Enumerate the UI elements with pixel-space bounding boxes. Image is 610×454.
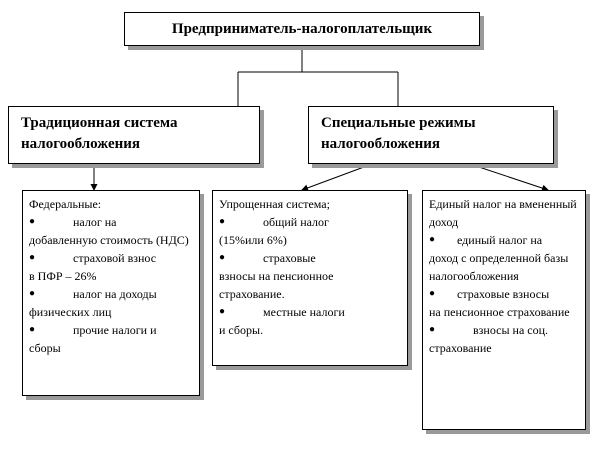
bullet-icon: ●: [29, 288, 36, 299]
arrow-to-imputed: [470, 164, 548, 190]
list-item-continuation: на пенсионное страхование: [429, 305, 570, 319]
bullet-icon: ●: [429, 324, 436, 335]
list-item-text: страховые взносы: [457, 287, 550, 301]
list-item-continuation: сборы: [29, 341, 61, 355]
list-item-continuation: и сборы.: [219, 323, 264, 337]
list-item: [219, 303, 401, 339]
list-item: [29, 285, 193, 321]
list-item-text: взносы на соц.: [473, 323, 549, 337]
list-item: [29, 249, 193, 285]
list-item-continuation: физических лиц: [29, 305, 112, 319]
bullet-icon: ●: [29, 324, 36, 335]
list-item: [429, 285, 579, 321]
bullet-icon: ●: [429, 288, 436, 299]
imputed-header: Единый налог на вмененный доход: [429, 197, 577, 229]
simplified-header: Упрощенная система;: [219, 197, 330, 211]
list-item: [29, 321, 193, 357]
bullet-icon: ●: [219, 252, 226, 263]
list-item-continuation: в ПФР – 26%: [29, 269, 97, 283]
list-item: [219, 213, 401, 249]
bullet-icon: ●: [29, 252, 36, 263]
special-title-line1: Специальные режимы: [321, 115, 476, 131]
special-regimes-box: [308, 106, 554, 164]
special-title-line2: налогообложения: [321, 136, 441, 152]
list-item-continuation: страхование: [429, 341, 492, 355]
list-item: [29, 213, 193, 249]
list-item: [429, 321, 579, 357]
list-item-text: страховые: [263, 251, 316, 265]
traditional-title-line1: Традиционная система: [21, 115, 178, 131]
traditional-system-box: [8, 106, 260, 164]
bullet-icon: ●: [219, 216, 226, 227]
bullet-icon: ●: [429, 234, 436, 245]
federal-taxes-box: [22, 190, 200, 396]
list-item-continuation: взносы на пенсионное страхование.: [219, 269, 334, 301]
list-item-text: налог на: [73, 215, 117, 229]
list-item-text: общий налог: [263, 215, 329, 229]
list-item-text: местные налоги: [263, 305, 345, 319]
list-item: [219, 249, 401, 303]
list-item-continuation: добавленную стоимость (НДС): [29, 233, 189, 247]
arrow-to-simplified: [302, 164, 372, 190]
bullet-icon: ●: [29, 216, 36, 227]
imputed-income-tax-box: [422, 190, 586, 430]
list-item-text: налог на доходы: [73, 287, 157, 301]
bullet-icon: ●: [219, 306, 226, 317]
list-item-text: единый налог на: [457, 233, 543, 247]
list-item-continuation: (15%или 6%): [219, 233, 287, 247]
list-item-text: страховой взнос: [73, 251, 157, 265]
taxpayer-title: Предприниматель-налогоплательщик: [171, 20, 433, 37]
list-item-text: прочие налоги и: [73, 323, 157, 337]
federal-header: Федеральные:: [29, 197, 102, 211]
list-item: [429, 231, 579, 285]
taxpayer-box: [124, 12, 480, 46]
traditional-title-line2: налогообложения: [21, 136, 141, 152]
list-item-continuation: доход с определенной базы налогообложения: [429, 251, 569, 283]
simplified-system-box: [212, 190, 408, 366]
